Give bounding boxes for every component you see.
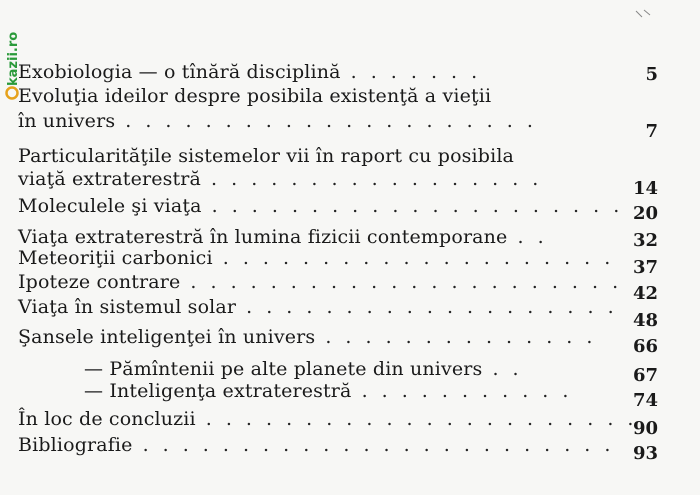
svg-text:kazii.ro: kazii.ro — [6, 31, 21, 86]
toc-entry-title: Evoluţia ideilor despre posibila existenţă a vieţii — [18, 85, 492, 107]
toc-page-number: 14 — [632, 178, 658, 199]
toc-entry-title: În loc de concluzii . . . . . . . . . . . . . . . . . . . . . . — [18, 408, 638, 430]
toc-page-number: 93 — [632, 443, 658, 464]
toc-entry-title: Bibliografie . . . . . . . . . . . . . . . . . . . . . . . . — [18, 434, 615, 456]
toc-entry-continuation: viaţă extraterestră . . . . . . . . . . . . . . . . . — [18, 168, 543, 190]
toc-page-number: 90 — [632, 418, 658, 439]
toc-entry-title: Moleculele şi viaţa . . . . . . . . . . . . . . . . . . . . . — [18, 195, 624, 217]
toc-page-number: 20 — [632, 203, 658, 224]
toc-entry-continuation: în univers . . . . . . . . . . . . . . . . . . . . . — [18, 110, 537, 132]
toc-entry-title: Meteoriţii carbonici . . . . . . . . . . . . . . . . . . . . — [18, 247, 615, 269]
toc-page-number: 5 — [645, 64, 658, 85]
toc-entry-title: Şansele inteligenţei în univers . . . . . . . . . . . . . . — [18, 326, 597, 348]
toc-page-number: 7 — [645, 121, 658, 142]
toc-page-number: 66 — [632, 336, 658, 357]
toc-page-number: 42 — [632, 283, 658, 304]
toc-page-number: 37 — [632, 257, 658, 278]
toc-page-number: 74 — [632, 390, 658, 411]
toc-page-number: 48 — [632, 310, 658, 331]
toc-entry-title: Ipoteze contrare . . . . . . . . . . . . . . . . . . . . . . — [18, 271, 623, 293]
toc-entry-title: Viaţa în sistemul solar . . . . . . . . . . . . . . . . . . . — [18, 296, 618, 318]
toc-page-number: 67 — [632, 365, 658, 386]
toc-entry-title: Viaţa extraterestră în lumina fizicii contemporane . . — [18, 226, 548, 248]
toc-subentry-title: — Inteligenţa extraterestră . . . . . . . . . . . — [84, 380, 573, 402]
toc-entry-title: Particularităţile sistemelor vii în raport cu posibila — [18, 145, 515, 167]
toc-subentry-title: — Pămîntenii pe alte planete din univers . . — [84, 358, 523, 380]
toc-page-number: 32 — [632, 230, 658, 251]
toc-entry-title: Exobiologia — o tînără disciplină . . . . . . . — [18, 61, 482, 83]
